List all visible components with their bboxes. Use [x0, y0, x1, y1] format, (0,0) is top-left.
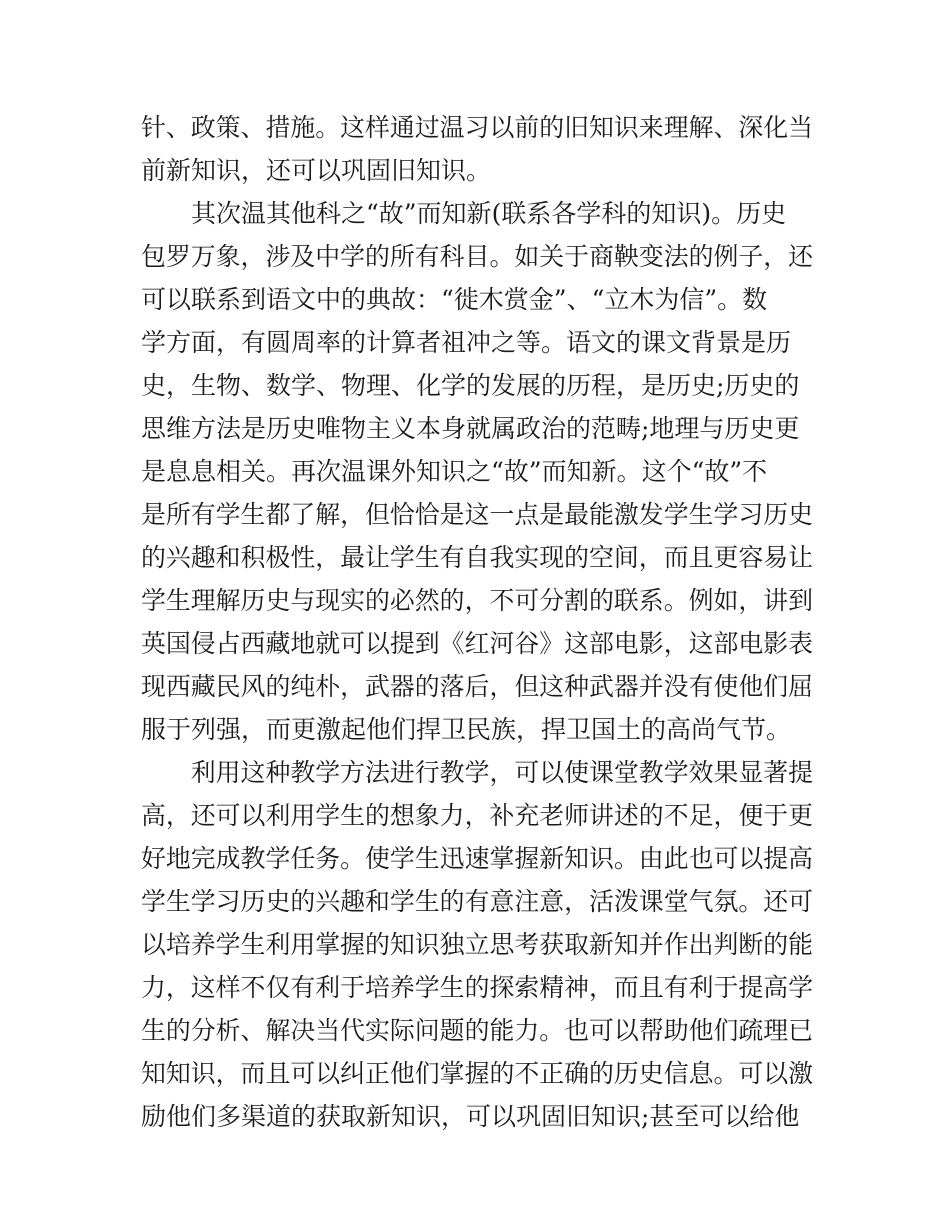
text-line: 学生理解历史与现实的必然的，不可分割的联系。例如，讲到 [141, 586, 814, 615]
text-line: 励他们多渠道的获取新知识，可以巩固旧知识;甚至可以给他 [141, 1102, 800, 1131]
text-line: 高，还可以利用学生的想象力，补充老师讲述的不足，便于更 [141, 801, 814, 830]
text-line: 前新知识，还可以巩固旧知识。 [141, 156, 492, 185]
paragraph-first-line: 利用这种教学方法进行教学，可以使课堂教学效果显著提 [190, 758, 814, 787]
text-line: 思维方法是历史唯物主义本身就属政治的范畴;地理与历史更 [141, 414, 800, 443]
text-line: 英国侵占西藏地就可以提到《红河谷》这部电影，这部电影表 [141, 629, 814, 658]
text-line: 知知识，而且可以纠正他们掌握的不正确的历史信息。可以激 [141, 1059, 814, 1088]
text-line: 服于列强，而更激起他们捍卫民族，捍卫国土的高尚气节。 [141, 715, 792, 744]
text-line: 现西藏民风的纯朴，武器的落后，但这种武器并没有使他们屈 [141, 672, 814, 701]
text-line: 针、政策、措施。这样通过温习以前的旧知识来理解、深化当 [141, 113, 814, 142]
text-line: 可以联系到语文中的典故：“徙木赏金”、“立木为信”。数 [141, 285, 768, 314]
text-line: 学方面，有圆周率的计算者祖冲之等。语文的课文背景是历 [141, 328, 792, 357]
text-line: 好地完成教学任务。使学生迅速掌握新知识。由此也可以提高 [141, 844, 814, 873]
text-line: 以培养学生利用掌握的知识独立思考获取新知并作出判断的能 [141, 930, 814, 959]
text-line: 是息息相关。再次温课外知识之“故”而知新。这个“故”不 [141, 457, 768, 486]
paragraph-first-line: 其次温其他科之“故”而知新(联系各学科的知识)。历史 [191, 199, 787, 228]
text-line: 的兴趣和积极性，最让学生有自我实现的空间，而且更容易让 [141, 543, 814, 572]
body-text [141, 106, 813, 1138]
text-line: 学生学习历史的兴趣和学生的有意注意，活泼课堂气氛。还可 [141, 887, 814, 916]
text-line: 包罗万象，涉及中学的所有科目。如关于商鞅变法的例子，还 [141, 242, 814, 271]
text-line: 史，生物、数学、物理、化学的发展的历程，是历史;历史的 [141, 371, 800, 400]
text-line: 力，这样不仅有利于培养学生的探索精神，而且有利于提高学 [141, 973, 814, 1002]
text-line: 是所有学生都了解，但恰恰是这一点是最能激发学生学习历史 [141, 500, 814, 529]
text-line: 生的分析、解决当代实际问题的能力。也可以帮助他们疏理已 [141, 1016, 814, 1045]
